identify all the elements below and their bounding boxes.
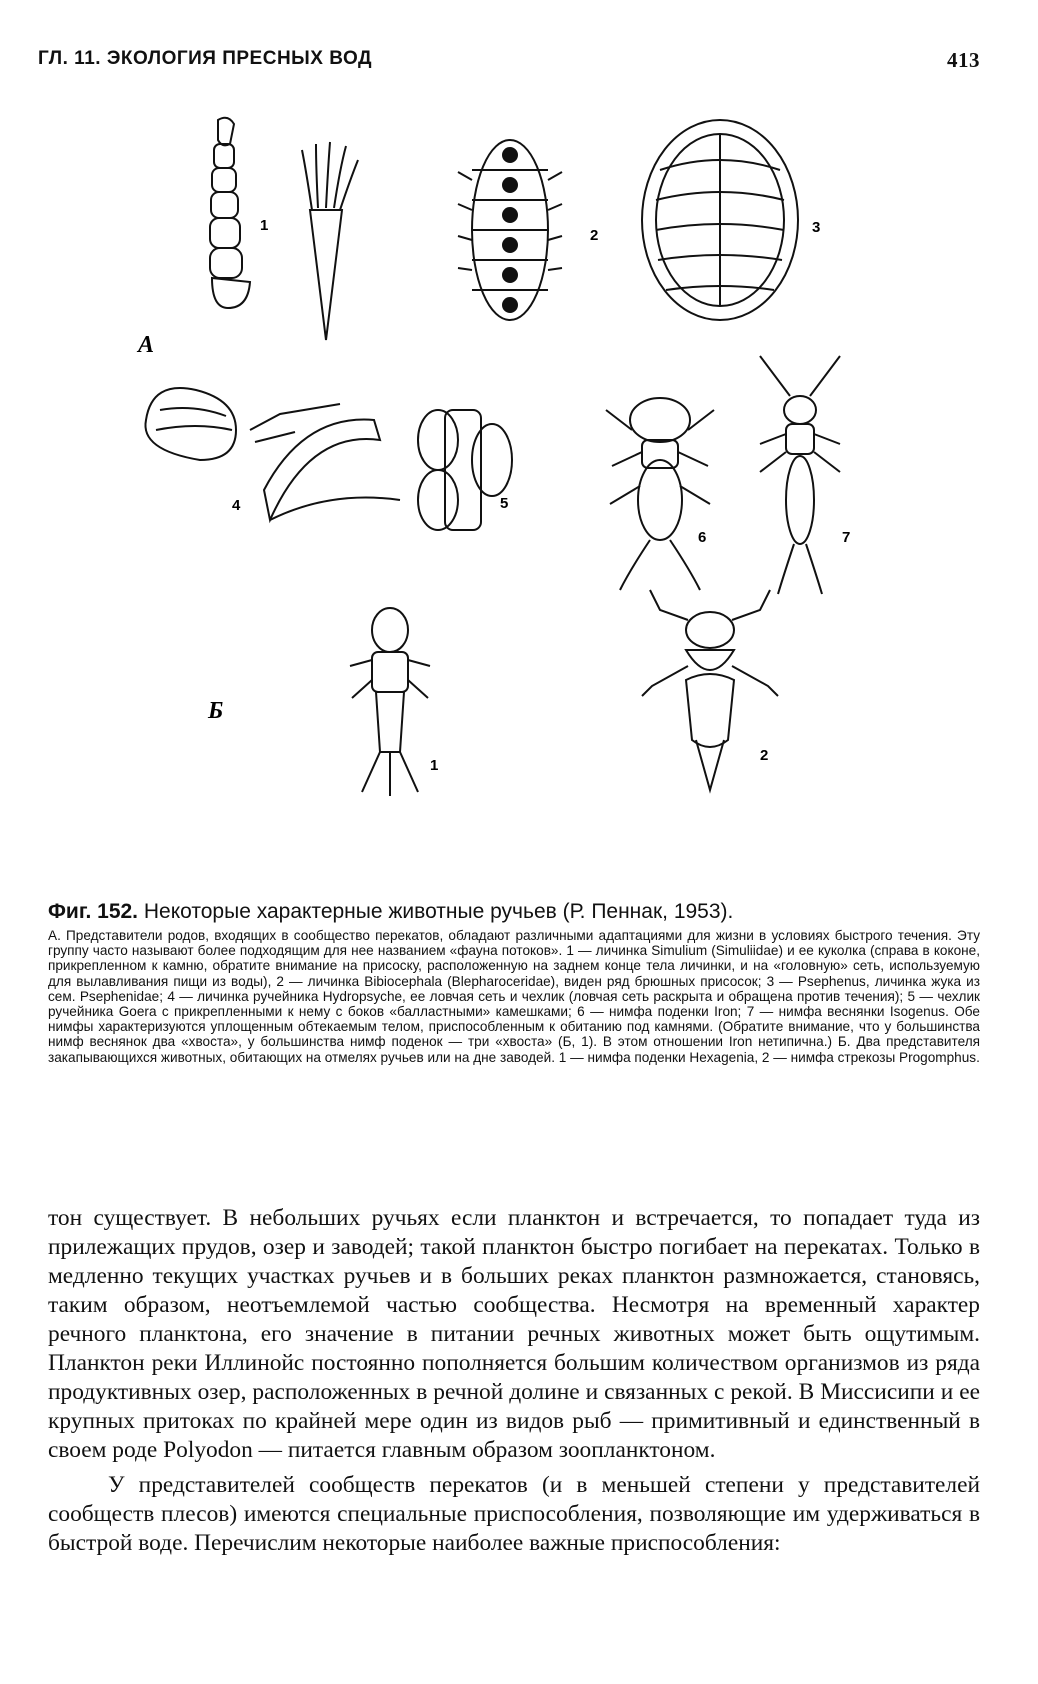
label-a-6: 6 [698, 529, 707, 546]
hydropsyche-larva-drawing [145, 388, 400, 520]
simulium-pupa-drawing [302, 142, 358, 340]
label-a-3: 3 [812, 219, 821, 236]
iron-nymph-drawing [606, 398, 714, 590]
label-b-2: 2 [760, 747, 769, 764]
goera-case-drawing [418, 410, 512, 530]
simulium-larva-drawing [210, 118, 250, 308]
figure-number: Фиг. 152. [48, 900, 139, 923]
label-a-2: 2 [590, 227, 599, 244]
page-header [38, 48, 980, 78]
body-text [48, 1204, 980, 1558]
figure-caption [48, 900, 980, 1065]
running-head: ГЛ. 11. ЭКОЛОГИЯ ПРЕСНЫХ ВОД [38, 48, 373, 69]
figure-illustration [100, 90, 960, 880]
section-label-b: Б [208, 698, 224, 724]
bibiocephala-larva-drawing [458, 140, 562, 320]
isogenus-nymph-drawing [760, 356, 840, 594]
caption-title: Некоторые характерные животные ручьев (Р. Пеннак, 1953). [143, 900, 734, 923]
label-a-4: 4 [232, 497, 241, 514]
caption-title-line [48, 900, 980, 924]
hexagenia-nymph-drawing [350, 608, 430, 796]
caption-body: А. Представители родов, входящих в сообщество перекатов, обладают различными адаптациями для жизни в условиях быстрого течения. Эту группу часто называют более подходящим для нее названием «фауна потоков». 1 — личинка Simulium (Simuliidae) и ее куколка (справа в коконе, прикрепленном к камню, обратите внимание на присоску, расположенную на заднем конце тела личинки, и на «головную» сеть, используемую для вылавливания пищи из воды), 2 — личинка Bibiocephala (Blepharoceridae), виден ряд брюшных присосок; 3 — Psephenus, личинка жука из сем. Psephenidae; 4 — личинка ручейника Hydropsyche, ее ловчая сеть и чехлик (ловчая сеть раскрыта и обращена против течения); 5 — чехлик ручейника Goera с прикрепленными к нему с боков «балластными» камешками; 6 — нимфа поденки Iron; 7 — нимфа веснянки Isogenus. Обе нимфы характеризуются уплощенным обтекаемым телом, приспособленным к обитанию под камнями. (Обратите внимание, что у большинства нимф веснянок два «хвоста», у большинства нимф поденок — три «хвоста» (Б, 1). В этом отношении Iron нетипична.) Б. Два представителя закапывающихся животных, обитающих на отмелях ручьев или на дне заводей. 1 — нимфа поденки Hexagenia, 2 — нимфа стрекозы Progomphus. [48, 928, 980, 1065]
section-label-a: А [138, 332, 155, 358]
page-number: 413 [947, 48, 980, 72]
label-b-1: 1 [430, 757, 439, 774]
progomphus-nymph-drawing [642, 590, 778, 790]
paragraph-1: тон существует. В небольших ручьях если планктон и встречается, то попадает туда из прилежащих прудов, озер и заводей; такой планктон быстро погибает на перекатах. Только в медленно текущих участках ручьев и в больших реках планктон размножается, становясь, таким образом, неотъемлемой частью сообщества. Несмотря на временный характер речного планктона, его значение в питании речных животных может быть ощутимым. Планктон реки Иллинойс постоянно пополняется большим количеством организмов из ряда продуктивных озер, расположенных в речной долине и связанных с рекой. В Миссисипи и ее крупных притоках по крайней мере один из видов рыб — примитивный и единственный в своем роде Polyodon — питается главным образом зоопланктоном. [48, 1205, 980, 1463]
figure-152 [100, 90, 960, 880]
psephenus-larva-drawing [642, 120, 798, 320]
paragraph-2: У представителей сообществ перекатов (и в меньшей степени у представителей сообществ плесов) имеются специальные приспособления, позволяющие им удерживаться в быстрой воде. Перечислим некоторые наиболее важные приспособления: [48, 1472, 980, 1556]
label-a-5: 5 [500, 495, 509, 512]
label-a-1: 1 [260, 217, 269, 234]
label-a-7: 7 [842, 529, 851, 546]
